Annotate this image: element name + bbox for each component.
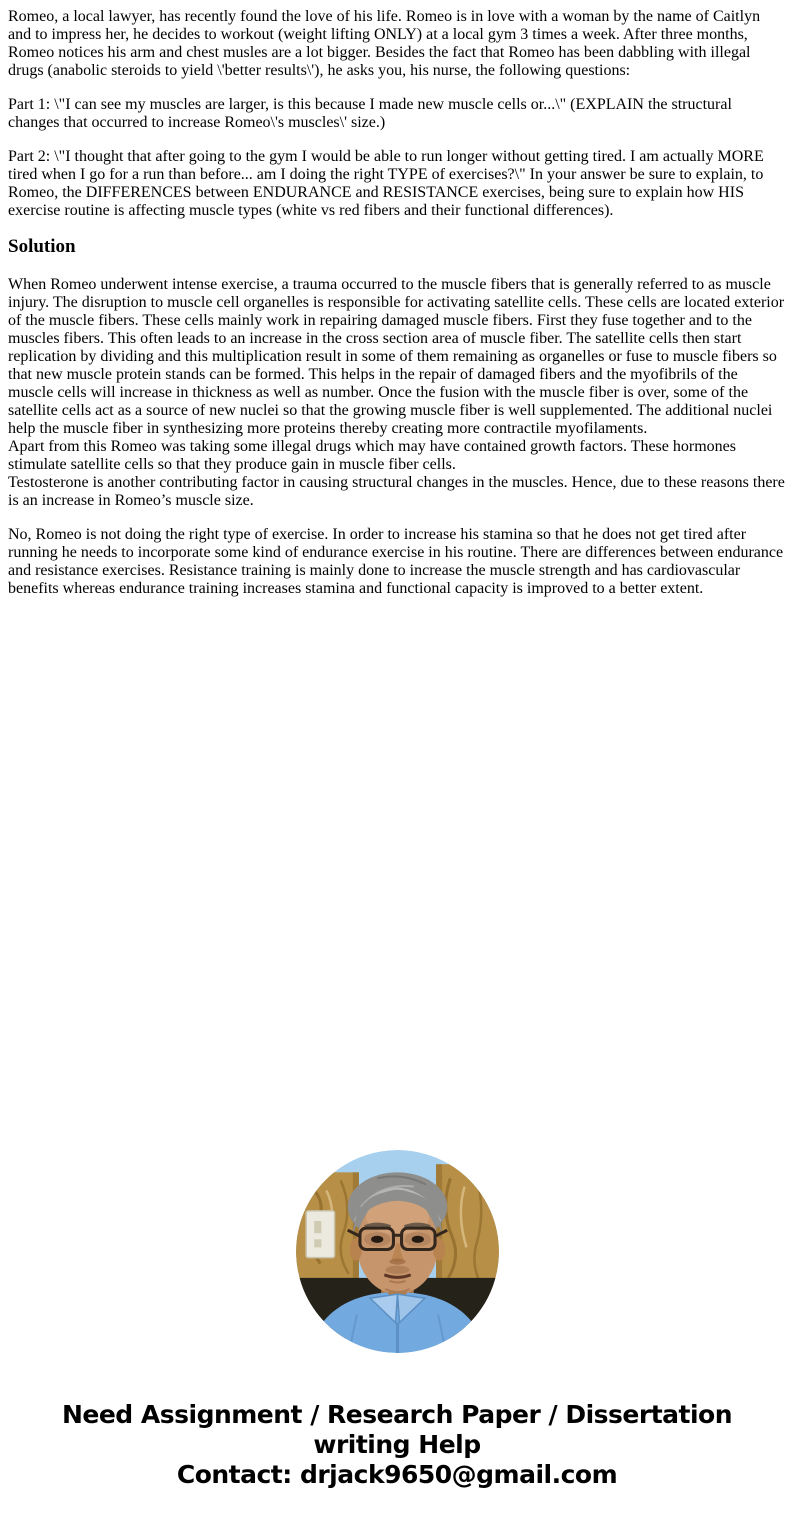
footer-text: writing Help — [313, 1430, 481, 1459]
question-part1: Part 1: \"I can see my muscles are larger, is this because I made new muscle cells or...\" (EXPLAIN the structural changes that occurred to increase Romeo\'s muscles\' size.) — [8, 96, 732, 131]
solution-paragraph: No, Romeo is not doing the right type of exercise. In order to increase his stamina so that he does not get tired after running he needs to incorporate some kind of endurance exercise in his routine. There are differences between endurance and resistance exercises. Resistance training is mainly done to increase the muscle strength and has cardiovascular benefits whereas endurance training increases stamina and functional capacity is improved to a better extent. — [8, 526, 784, 597]
person-photo — [296, 1150, 499, 1353]
question-intro: Romeo, a local lawyer, has recently found the love of his life. Romeo is in love with a woman by the name of Caitlyn and to impress her, he decides to workout (weight lifting ONLY) at a local gym 3 times a week. After three months, Romeo notices his arm and chest musles are a lot bigger. Besides the fact that Romeo has been dabbling with illegal drugs (anabolic steroids to yield \'better results\'), he asks you, his nurse, the following questions: — [8, 8, 761, 79]
footer-banner — [8, 1400, 786, 1490]
solution-section — [8, 276, 786, 598]
solution-paragraph: When Romeo underwent intense exercise, a trauma occurred to the muscle fibers that is generally referred to as muscle injury. The disruption to muscle cell organelles is responsible for activating satellite cells. These cells are located exterior of the muscle fibers. These cells mainly work in repairing damaged muscle fibers. First they fuse together and to the muscles fibers. This often leads to an increase in the cross section area of muscle fiber. The satellite cells then start replication by dividing and this multiplication result in some of them remaining as organelles or fuse to muscle fibers so that new muscle protein stands can be formed. This helps in the repair of damaged fibers and the myofibrils of the muscle cells will increase in thickness as well as number. Once the fusion with the muscle fiber is over, some of the satellite cells act as a source of new nuclei so that the growing muscle fiber is well supplemented. The additional nuclei help the muscle fiber in synthesizing more proteins thereby creating more contractile myofilaments. — [8, 276, 785, 437]
solution-paragraph: Testosterone is another contributing factor in causing structural changes in the muscles. Hence, due to these reasons there is an increase in Romeo’s muscle size. — [8, 474, 785, 509]
question-section — [8, 8, 786, 220]
footer-contact-email: Contact: drjack9650@gmail.com — [176, 1460, 618, 1489]
footer-text: Need Assignment / Research Paper / Dissertation — [61, 1400, 733, 1429]
solution-paragraph: Apart from this Romeo was taking some illegal drugs which may have contained growth factors. These hormones stimulate satellite cells so that they produce gain in muscle fiber cells. — [8, 438, 736, 473]
solution-heading: Solution — [8, 236, 76, 257]
question-part2: Part 2: \"I thought that after going to the gym I would be able to run longer without getting tired. I am actually MORE tired when I go for a run than before... am I doing the right TYPE of exercises?\" In your answer be sure to explain, to Romeo, the DIFFERENCES between ENDURANCE and RESISTANCE exercises, being sure to explain how HIS exercise routine is affecting muscle types (white vs red fibers and their functional differences). — [8, 148, 764, 219]
tutor-avatar — [8, 1150, 786, 1353]
